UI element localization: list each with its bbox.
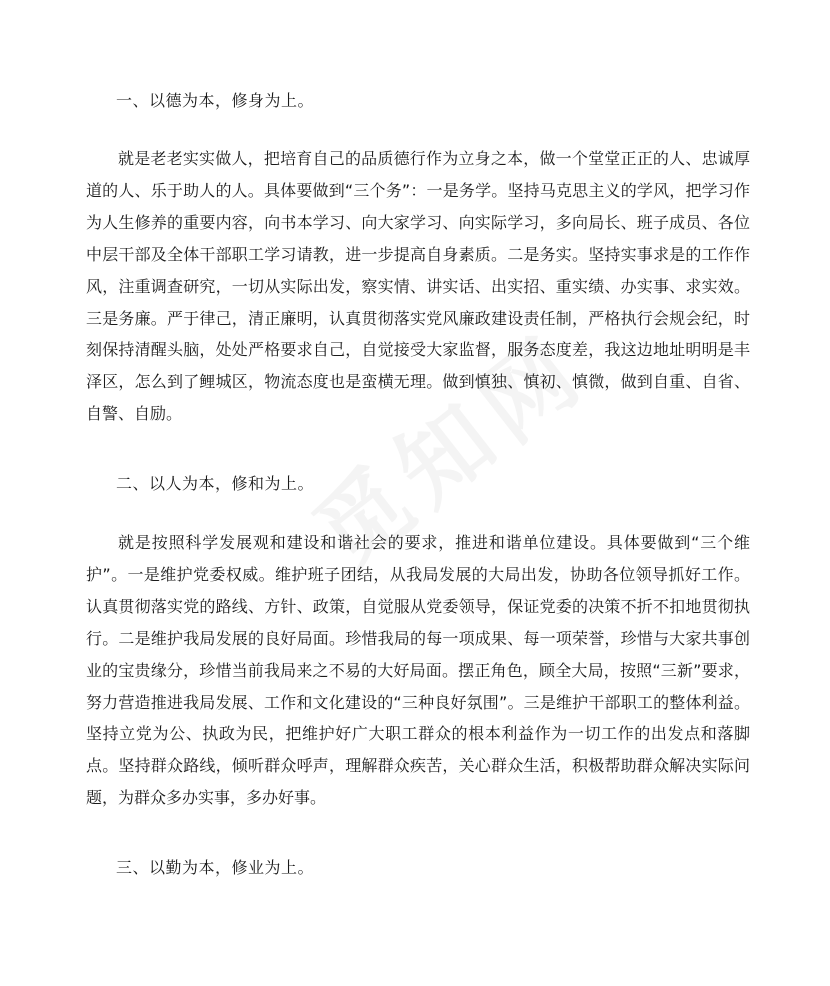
section-2-body: 就是按照科学发展观和建设和谐社会的要求，推进和谐单位建设。具体要做到“三个维护”。一是维护党委权威。维护班子团结，从我局发展的大局出发，协助各位领导抓好工作。认真贯彻落实党的路线、方针、政策，自觉服从党委领导，保证党委的决策不折不扣地贯彻执行。二是维护我局发展的良好局面。珍惜我局的每一项成果、每一项荣誉，珍惜与大家共事创业的宝贵缘分，珍惜当前我局来之不易的大好局面。摆正角色，顾全大局，按照“三新”要求，努力营造推进我局发展、工作和文化建设的“三种良好氛围”。三是维护干部职工的整体利益。坚持立党为公、执政为民，把维护好广大职工群众的根本利益作为一切工作的出发点和落脚点。坚持群众路线，倾听群众呼声，理解群众疾苦，关心群众生活，积极帮助群众解决实际问题，为群众多办实事，多办好事。	[86, 533, 750, 808]
section-1-heading: 一、以德为本，修身为上。	[116, 91, 315, 110]
section-2-heading: 二、以人为本，修和为上。	[116, 474, 315, 493]
section-3-heading: 三、以勤为本，修业为上。	[116, 858, 315, 877]
section-1-body: 就是老老实实做人，把培育自己的品质德行作为立身之本，做一个堂堂正正的人、忠诚厚道的人、乐于助人的人。具体要做到“三个务”：一是务学。坚持马克思主义的学风，把学习作为人生修养的重要内容，向书本学习、向大家学习、向实际学习，多向局长、班子成员、各位中层干部及全体干部职工学习请教，进一步提高自身素质。二是务实。坚持实事求是的工作作风，注重调查研究，一切从实际出发，察实情、讲实话、出实招、重实绩、办实事、求实效。三是务廉。严于律己，清正廉明，认真贯彻落实党风廉政建设责任制，严格执行会规会纪，时刻保持清醒头脑，处处严格要求自己，自觉接受大家监督，服务态度差，我这边地址明明是丰泽区，怎么到了鲤城区，物流态度也是蛮横无理。做到慎独、慎初、慎微，做到自重、自省、自警、自励。	[86, 149, 750, 424]
